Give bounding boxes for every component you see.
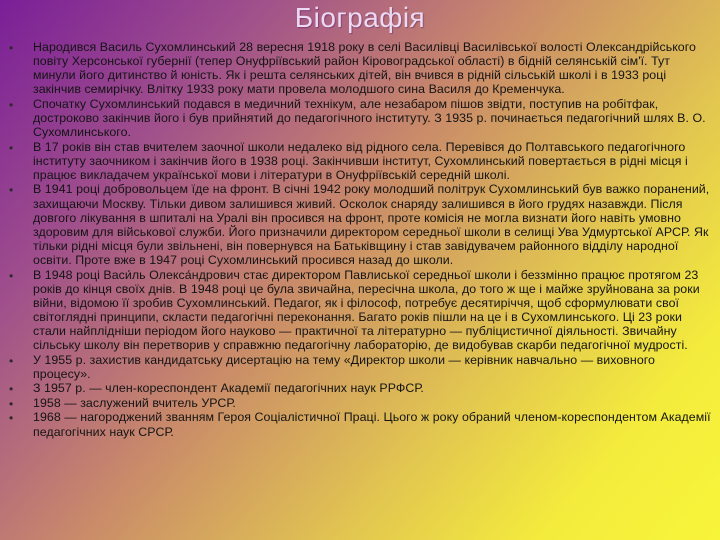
- slide-title: Біографія: [294, 2, 426, 33]
- list-item: • В 1941 році добровольцем їде на фронт. В січні 1942 року молодший політрук Сухомлинський був важко поранений, захищаючи Москву. Тільки дивом залишився живий. Осколок снаряду залишився в його грудях назавжди. Після довгого лікування в шпиталі на Уралі він просився на фронт, проте комісія не могла визнати його навіть умовно здоровим для військової служби. Його призначили директором середньої школи в селищі Ува Удмуртської АРСР. Як тільки рідні місця були звільнені, він повернувся на Батьківщину і став завідувачем районного відділу народної освіти. Проте вже в 1947 році Сухомлинський просився назад до школи.: [6, 182, 712, 267]
- list-item: • 1958 — заслужений вчитель УРСР.: [6, 396, 712, 410]
- list-item: • Народився Василь Сухомлинський 28 вересня 1918 року в селі Василівці Василівської волості Олександрійського повіту Херсонської губернії (тепер Онуфріївський район Кіровоградської області) в бідній селянській сім'ї. Тут минули його дитинство й юність. Як і решта селянських дітей, він вчився в рідній сільській школі і в 1933 році закінчив семирічку. Влітку 1933 року мати провела молодшого сина Василя до Кременчука.: [6, 40, 712, 96]
- list-item: • В 1948 році Васи́ль Олекса́ндрович стає директором Павлиської середньої школи і беззмінно працює протягом 23 років до кінця своїх днів. В 1948 році це була звичайна, пересічна школа, до того ж ще і майже зруйнована за роки війни, відомою її зробив Сухомлинський. Педагог, як і філософ, потребує десятиріччя, щоб сформулювати свої світоглядні принципи, скласти педагогічні переконання. Багато років пішли на це і в Сухомлинського. Ці 23 роки стали найплідніши періодом його науково — практичної та літературно — публіцистичної діяльності. Звичайну сільську школу він перетворив у справжню педагогічну лабораторію, де видобував скарби педагогічної мудрості.: [6, 268, 712, 353]
- list-item: • Спочатку Сухомлинський подався в медичний технікум, але незабаром пішов звідти, поступив на робітфак, достроково закінчив його і був прийнятий до педагогічного інституту. З 1935 р. починається педагогічний шлях В. О. Сухомлинського.: [6, 97, 712, 139]
- list-item: • З 1957 р. — член-кореспондент Академії педагогічних наук РРФСР.: [6, 381, 712, 395]
- list-item: • В 17 років він став вчителем заочної школи недалеко від рідного села. Перевівся до Полтавського педагогічного інституту заочником і закінчив його в 1938 році. Закінчивши інститут, Сухомлинський повертається в рідні місця і працює викладачем української мови і літератури в Онуфріївській середній школі.: [6, 140, 712, 182]
- biography-list: [6, 40, 712, 439]
- list-item: • У 1955 р. захистив кандидатську дисертацію на тему «Директор школи — керівник навчально — виховного процесу».: [6, 353, 712, 381]
- list-item: • 1968 — нагороджений званням Героя Соціалістичної Праці. Цього ж року обраний членом-кореспондентом Академії педагогічних наук СРСР.: [6, 410, 712, 438]
